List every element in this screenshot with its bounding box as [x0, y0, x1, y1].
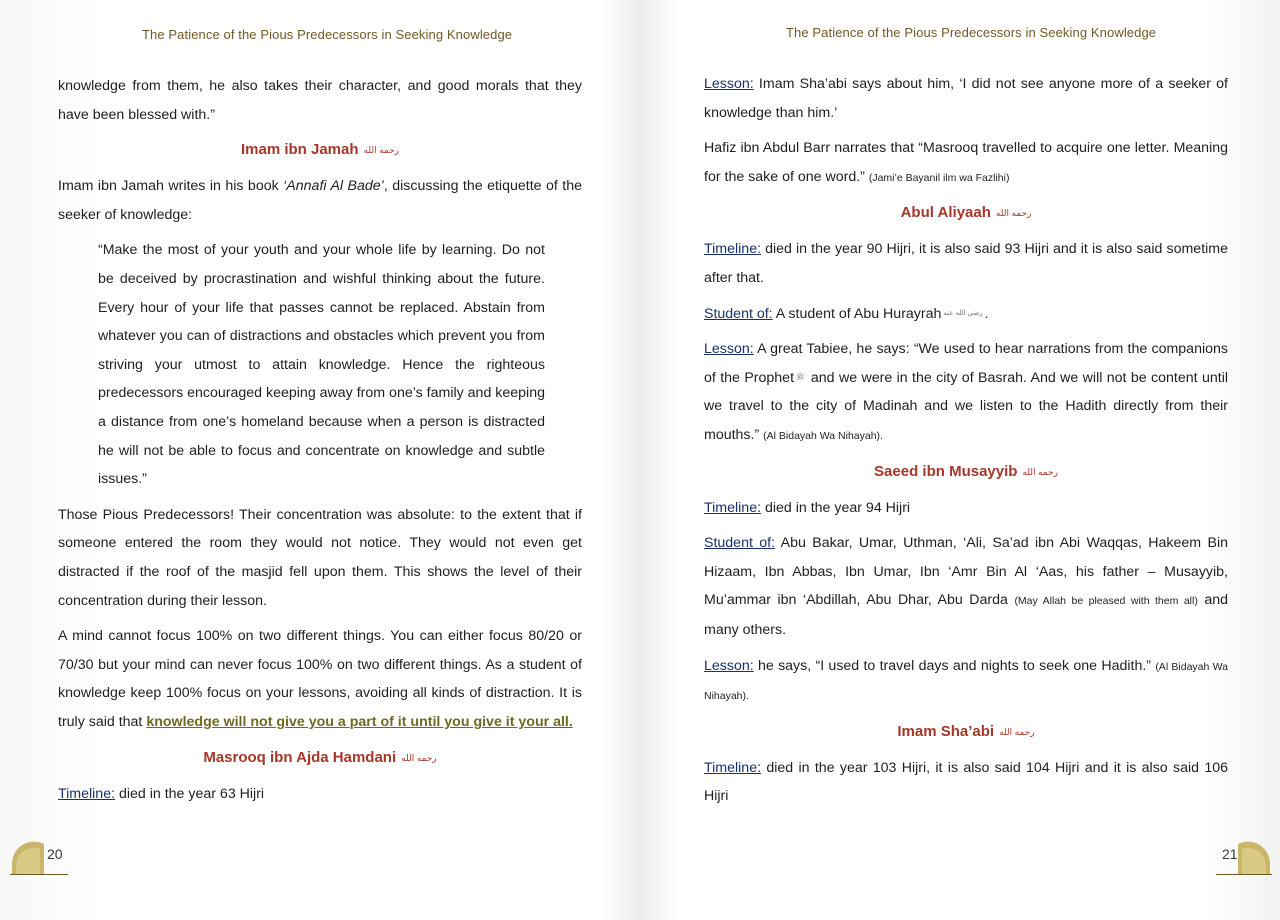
timeline-label: Timeline: — [58, 785, 116, 802]
arabic-honorific-icon: رحمه الله — [999, 726, 1035, 737]
text: died in the year 94 Hijri — [761, 499, 911, 516]
paragraph — [704, 335, 1228, 450]
text: Imam ibn Jamah writes in his book — [58, 178, 284, 195]
student-of-label: Student of: — [704, 535, 776, 552]
paragraph — [704, 754, 1228, 811]
lesson-label: Lesson: — [704, 76, 754, 92]
reference: (Al Bidayah Wa Nihayah). — [763, 430, 883, 443]
timeline-label: Timeline: — [704, 759, 762, 776]
block-quote: “Make the most of your youth and your whole life by learning. Do not be deceived by procrastination and wishful thinking about the future. Every hour of your life that passes cannot be replaced. Abstain from whatever you can of distractions and obstacles which prevent you from striving your utmost to attain knowledge. Hence the righteous predecessors encouraged keeping away from one’s family and keeping a distance from one’s homeland because when a person is distracted he will not be able to focus and concentrate on knowledge and subtle issues.” — [98, 242, 545, 488]
text: Abu Bakar, Umar, Uthman, ‘Ali, Sa’ad ibn Abi Waqqas, Hakeem Bin Hizaam, Ibn Abbas, Ibn Umar, Ibn ‘Amr Bin Al ‘Aas, his father – Musayyib, Mu’ammar ibn ‘Abdillah, Abu Dhar, Abu Darda — [704, 535, 1229, 609]
text: died in the year 63 Hijri — [115, 785, 265, 802]
paragraph — [704, 300, 1228, 329]
timeline-label: Timeline: — [704, 241, 762, 258]
text: A student of Abu Hurayrah — [772, 305, 942, 322]
arabic-honorific-icon: رحمه الله — [401, 752, 437, 763]
corner-ornament-icon — [10, 840, 46, 876]
paragraph — [58, 172, 582, 229]
section-heading-imam-shabi — [704, 718, 1228, 746]
paragraph — [58, 622, 582, 736]
paragraph — [704, 529, 1228, 644]
paragraph — [704, 70, 1228, 127]
arabic-honorific-icon: رحمه الله — [1022, 466, 1058, 477]
running-header: The Patience of the Pious Predecessors in Seeking Knowledge — [142, 27, 513, 42]
text: A great Tabiee, he says: “We used to hear narrations from the companions of the Prophet — [704, 341, 1228, 386]
text: died in the year 103 Hijri, it is also said 104 Hijri and it is also said 106 Hijri — [704, 759, 1228, 805]
text: and we were in the city of Basrah. And we will not be content until we travel to the city of Madinah and we listen to the Hadith directly from their mouths.” — [704, 369, 1228, 444]
heading-text: Abul Aliyaah — [900, 204, 991, 222]
text: . — [984, 305, 989, 322]
highlighted-quote: knowledge will not give you a part of it until you give it your all. — [146, 713, 573, 730]
book-title: ‘Annafi Al Bade’ — [283, 178, 384, 195]
text: died in the year 90 Hijri, it is also said 93 Hijri and it is also said sometime after that. — [704, 241, 1228, 286]
heading-text: Imam Sha’abi — [897, 722, 995, 740]
text: he says, “I used to travel days and nights to seek one Hadith.” — [753, 657, 1156, 674]
salawat-icon: ﷺ — [796, 373, 805, 381]
text: and many others. — [704, 592, 1228, 639]
section-heading-abul-aliyaah — [704, 199, 1228, 227]
heading-text: Saeed ibn Musayyib — [874, 462, 1018, 480]
paragraph — [704, 134, 1228, 192]
text: , discussing the etiquette of the seeker of knowledge: — [58, 178, 582, 223]
lesson-label: Lesson: — [704, 657, 754, 674]
heading-text: Masrooq ibn Ajda Hamdani — [203, 748, 397, 766]
paragraph — [704, 494, 1228, 523]
paragraph: Those Pious Predecessors! Their concentration was absolute: to the extent that if someone entered the room they would not notice. They would not even get distracted if the roof of the masjid fell upon them. This shows the level of their concentration during their lesson. — [58, 506, 582, 609]
divider — [1216, 874, 1272, 875]
left-page-content — [58, 72, 582, 815]
reference: (Al Bidayah Wa Nihayah). — [704, 660, 1228, 703]
section-heading-ibn-jamah — [58, 136, 582, 164]
arabic-honorific-icon: رضي الله عنه — [943, 309, 983, 317]
reference: (Jami’e Bayanil ilm wa Fazlihi) — [868, 171, 1010, 184]
right-page — [640, 0, 1280, 920]
student-of-label: Student of: — [704, 305, 773, 322]
text: Hafiz ibn Abdul Barr narrates that “Masrooq travelled to acquire one letter. Meaning for the sake of one word.” — [704, 140, 1228, 185]
arabic-honorific-icon: رحمه الله — [995, 208, 1032, 219]
running-header: The Patience of the Pious Predecessors in Seeking Knowledge — [786, 25, 1157, 40]
section-heading-masrooq — [58, 744, 582, 772]
divider — [10, 874, 68, 875]
right-page-content — [704, 70, 1228, 818]
timeline-label: Timeline: — [704, 499, 762, 516]
page-number: 20 — [47, 846, 63, 862]
note: (May Allah be pleased with them all) — [1014, 595, 1198, 608]
text: A mind cannot focus 100% on two different things. You can either focus 80/20 or 70/30 but your mind can never focus 100% on two different things. As a student of knowledge keep 100% focus on your lessons, avoiding all kinds of distraction. It is truly said that — [58, 628, 582, 730]
heading-text: Imam ibn Jamah — [240, 141, 359, 159]
lesson-label: Lesson: — [704, 341, 754, 358]
paragraph — [704, 235, 1228, 292]
paragraph — [58, 780, 582, 809]
text: Imam Sha’abi says about him, ‘I did not see anyone more of a seeker of knowledge than him.’ — [704, 76, 1228, 121]
corner-ornament-icon — [1236, 840, 1272, 876]
arabic-honorific-icon: رحمه الله — [363, 145, 400, 156]
page-number: 21 — [1222, 846, 1238, 862]
section-heading-saeed-ibn-musayyib — [704, 458, 1228, 486]
paragraph — [704, 652, 1228, 711]
paragraph: knowledge from them, he also takes their character, and good morals that they have been blessed with.” — [58, 78, 582, 123]
